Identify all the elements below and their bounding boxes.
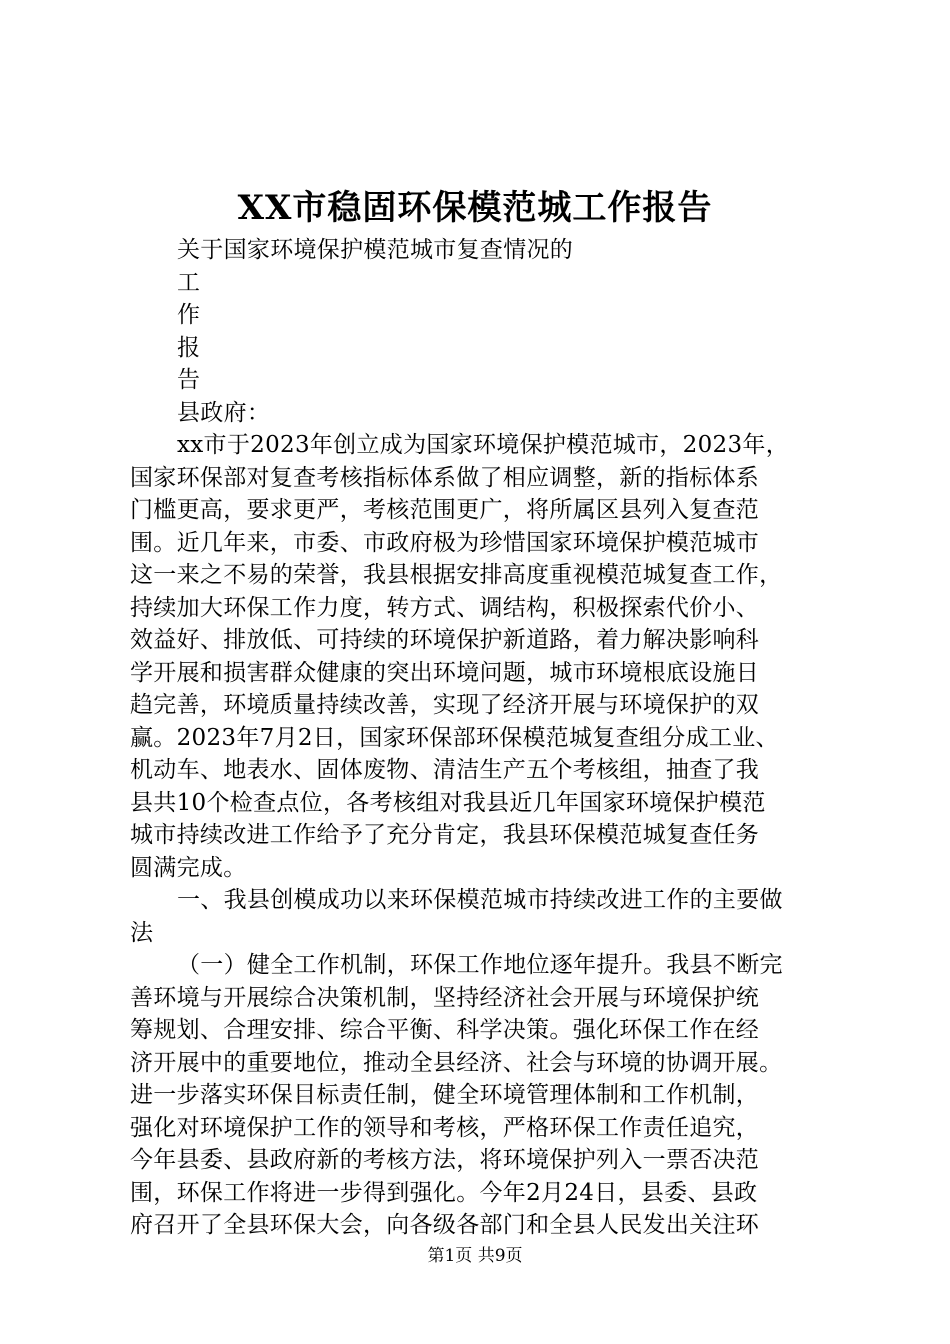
paragraph-line: 今年县委、县政府新的考核方法，将环境保护列入一票否决范 xyxy=(130,1147,760,1173)
document-title: XX市稳固环保模范城工作报告 xyxy=(237,188,713,228)
paragraph-line: 城市持续改进工作给予了充分肯定，我县环保模范城复查任务 xyxy=(130,822,760,848)
paragraph-line: 学开展和损害群众健康的突出环境问题，城市环境根底设施日 xyxy=(130,659,760,686)
paragraph-line: 围，环保工作将进一步得到强化。今年2月24日，县委、县政 xyxy=(130,1179,758,1206)
paragraph-line: 筹规划、合理安排、综合平衡、科学决策。强化环保工作在经 xyxy=(130,1017,760,1043)
paragraph-line: 济开展中的重要地位，推动全县经济、社会与环境的协调开展。 xyxy=(130,1049,783,1076)
paragraph-line: 工 xyxy=(177,269,201,296)
paragraph-line: 一、我县创模成功以来环保模范城市持续改进工作的主要做 xyxy=(177,887,783,913)
paragraph-line: 善环境与开展综合决策机制，坚持经济社会开展与环境保护统 xyxy=(130,984,760,1011)
paragraph-line: 报 xyxy=(177,334,201,361)
page-footer: 第1页 共9页 xyxy=(427,1246,523,1266)
paragraph-line: 法 xyxy=(130,919,154,946)
paragraph-line: 县共10个检查点位，各考核组对我县近几年国家环境保护模范 xyxy=(130,789,766,816)
document-body xyxy=(130,234,830,1242)
paragraph-line: （一）健全工作机制，环保工作地位逐年提升。我县不断完 xyxy=(177,952,783,978)
paragraph-line: 关于国家环境保护模范城市复查情况的 xyxy=(177,237,574,263)
paragraph-line: 圆满完成。 xyxy=(130,854,247,881)
paragraph-line: 赢。2023年7月2日，国家环保部环保模范城复查组分成工业、 xyxy=(130,724,779,751)
paragraph-line: xx市于2023年创立成为国家环境保护模范城市，2023年， xyxy=(177,432,790,458)
paragraph-line: 作 xyxy=(177,302,201,328)
paragraph-line: 围。近几年来，市委、市政府极为珍惜国家环境保护模范城市 xyxy=(130,529,760,556)
paragraph-line: 强化对环境保护工作的领导和考核，严格环保工作责任追究， xyxy=(130,1114,760,1141)
paragraph-line: 县政府： xyxy=(177,399,271,426)
paragraph-line: 这一来之不易的荣誉，我县根据安排高度重视模范城复查工作， xyxy=(130,562,783,588)
paragraph-line: 进一步落实环保目标责任制，健全环境管理体制和工作机制， xyxy=(130,1082,760,1108)
paragraph-line: 持续加大环保工作力度，转方式、调结构，积极探索代价小、 xyxy=(130,594,760,621)
paragraph-line: 机动车、地表水、固体废物、清洁生产五个考核组，抽查了我 xyxy=(130,757,760,783)
paragraph-line: 门槛更高，要求更严，考核范围更广，将所属区县列入复查范 xyxy=(130,497,760,523)
paragraph-line: 效益好、排放低、可持续的环境保护新道路，着力解决影响科 xyxy=(130,627,760,653)
paragraph-line: 府召开了全县环保大会，向各级各部门和全县人民发出关注环 xyxy=(130,1212,760,1238)
paragraph-line: 趋完善，环境质量持续改善，实现了经济开展与环境保护的双 xyxy=(130,692,760,718)
paragraph-line: 告 xyxy=(177,367,201,393)
paragraph-line: 国家环保部对复查考核指标体系做了相应调整，新的指标体系 xyxy=(130,464,760,491)
